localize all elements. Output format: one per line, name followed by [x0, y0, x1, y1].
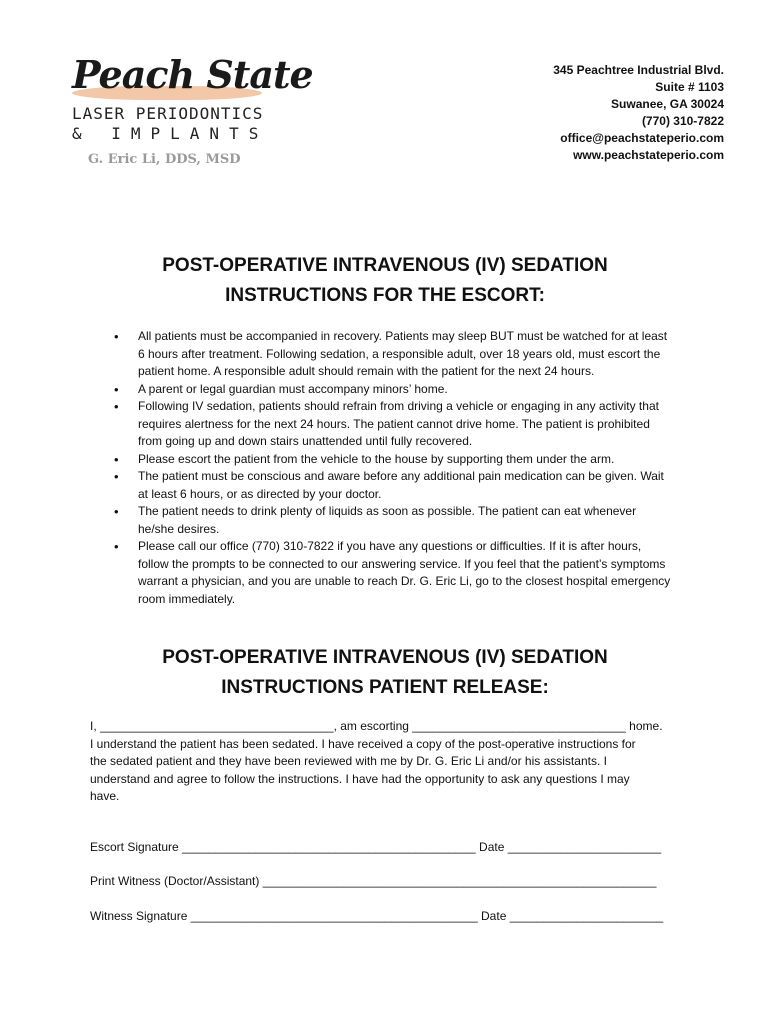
address-city: Suwanee, GA 30024 [611, 97, 724, 111]
instruction-item: • Please escort the patient from the vehicle to the house by supporting them under the arm. [112, 451, 672, 469]
release-title-line-2: INSTRUCTIONS PATIENT RELEASE: [221, 677, 549, 698]
logo-doctor-name: G. Eric Li, DDS, MSD [88, 152, 241, 167]
instruction-item: • The patient must be conscious and aware before any additional pain medication can be given. Wait at least 6 hours, or as directed by your doctor. [112, 468, 672, 503]
print-witness-line[interactable]: Print Witness (Doctor/Assistant) ___________________________________________________________ [90, 874, 657, 888]
address-phone: (770) 310-7822 [641, 114, 724, 128]
address-email: office@peachstateperio.com [560, 131, 724, 145]
instruction-item: • Please call our office (770) 310-7822 if you have any questions or difficulties. If it is after hours, follow the prompts to be connected to our answering service. If you feel that the patient’s symptoms warrant a physician, and you are unable to reach Dr. G. Eric Li, go to the closest hospital emergency room immediately. [112, 538, 672, 608]
escort-instructions-list [112, 328, 672, 608]
address-website: www.peachstateperio.com [573, 148, 724, 162]
logo-line-1: LASER PERIODONTICS [72, 104, 264, 123]
release-line-3: the sedated patient and they have been reviewed with me by Dr. G. Eric Li and/or his assistants. I [90, 754, 607, 768]
address-street: 345 Peachtree Industrial Blvd. [553, 63, 724, 77]
instruction-item: • A parent or legal guardian must accompany minors’ home. [112, 381, 672, 399]
instruction-item: • Following IV sedation, patients should refrain from driving a vehicle or engaging in any activity that requires alertness for the next 24 hours. The patient cannot drive home. The patient is prohibited from going up and down stairs unattended until fully recovered. [112, 398, 672, 451]
release-statement [90, 718, 680, 806]
logo-script-text: Peach State [72, 52, 313, 97]
instruction-item: • All patients must be accompanied in recovery. Patients may sleep BUT must be watched for at least 6 hours after treatment. Following sedation, a responsible adult, over 18 years old, must escort the patient home. A responsible adult should remain with the patient for the next 24 hours. [112, 328, 672, 381]
release-title-line-1: POST-OPERATIVE INTRAVENOUS (IV) SEDATION [162, 647, 608, 668]
escort-signature-line[interactable]: Escort Signature ____________________________________________ Date _______________________ [90, 840, 662, 854]
release-line-2: I understand the patient has been sedated. I have received a copy of the post-operative instructions for [90, 736, 636, 751]
escort-instructions-title [0, 251, 770, 311]
escort-title-line-2: INSTRUCTIONS FOR THE ESCORT: [225, 285, 545, 306]
witness-signature-line[interactable]: Witness Signature ___________________________________________ Date _______________________ [90, 909, 664, 923]
logo-script [72, 46, 313, 104]
address-suite: Suite # 1103 [655, 80, 724, 94]
practice-address [553, 62, 724, 164]
instruction-item: • The patient needs to drink plenty of liquids as soon as possible. The patient can eat whenever he/she desires. [112, 503, 672, 538]
practice-logo [72, 46, 313, 167]
release-line-4: understand and agree to follow the instructions. I have had the opportunity to ask any questions I may [90, 771, 630, 786]
release-line-1: I, ___________________________________, am escorting ________________________________ home. [90, 719, 663, 733]
release-line-5: have. [90, 789, 120, 803]
escort-title-line-1: POST-OPERATIVE INTRAVENOUS (IV) SEDATION [162, 255, 608, 276]
patient-release-title [0, 643, 770, 703]
logo-line-2: & IMPLANTS [72, 124, 269, 143]
